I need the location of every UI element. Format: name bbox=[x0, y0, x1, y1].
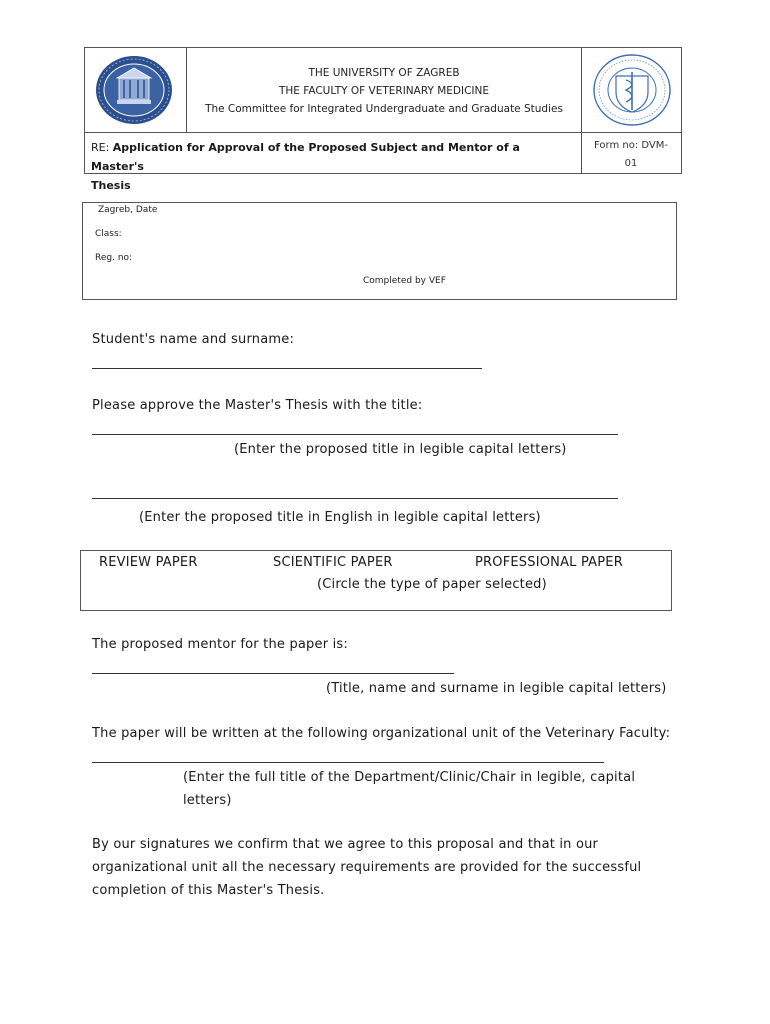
thesis-title-hint: (Enter the proposed title in legible capital letters) bbox=[234, 442, 567, 457]
confirmation-line2: organizational unit all the necessary requirements are provided for the successful bbox=[92, 860, 642, 875]
re-title-line1: Application for Approval of the Proposed Subject and Mentor of a Master's bbox=[91, 141, 520, 173]
completed-by-label: Completed by VEF bbox=[363, 276, 446, 286]
confirmation-line3: completion of this Master's Thesis. bbox=[92, 883, 325, 898]
re-title-line2: Thesis bbox=[91, 179, 131, 192]
thesis-title-prompt: Please approve the Master's Thesis with the title: bbox=[92, 398, 423, 413]
paper-type-professional[interactable]: PROFESSIONAL PAPER bbox=[475, 555, 623, 570]
committee-name: The Committee for Integrated Undergraduate and Graduate Studies bbox=[205, 103, 563, 115]
paper-type-box bbox=[80, 550, 672, 611]
university-name: THE UNIVERSITY OF ZAGREB bbox=[308, 67, 460, 79]
reg-no-label: Reg. no: bbox=[95, 253, 133, 263]
thesis-title-english-hint: (Enter the proposed title in English in legible capital letters) bbox=[139, 510, 541, 525]
unit-hint-line2: letters) bbox=[183, 793, 232, 808]
thesis-title-line[interactable] bbox=[92, 434, 618, 435]
mentor-prompt: The proposed mentor for the paper is: bbox=[92, 637, 348, 652]
re-prefix: RE: bbox=[91, 141, 113, 154]
unit-prompt: The paper will be written at the following organizational unit of the Veterinary Faculty: bbox=[92, 726, 671, 741]
form-number-line2: 01 bbox=[624, 158, 638, 169]
confirmation-line1: By our signatures we confirm that we agree to this proposal and that in our bbox=[92, 837, 599, 852]
mentor-line[interactable] bbox=[92, 673, 454, 674]
student-name-line[interactable] bbox=[92, 368, 482, 369]
faculty-seal-logo bbox=[589, 52, 675, 128]
header-divider bbox=[85, 132, 681, 133]
faculty-name: THE FACULTY OF VETERINARY MEDICINE bbox=[278, 85, 490, 97]
office-use-box bbox=[82, 202, 677, 300]
unit-line[interactable] bbox=[92, 762, 604, 763]
header-table bbox=[84, 47, 682, 192]
paper-type-review[interactable]: REVIEW PAPER bbox=[99, 555, 198, 570]
unit-hint-line1: (Enter the full title of the Department/Clinic/Chair in legible, capital bbox=[183, 770, 636, 785]
paper-type-hint: (Circle the type of paper selected) bbox=[317, 577, 547, 592]
mentor-hint: (Title, name and surname in legible capital letters) bbox=[326, 681, 667, 696]
class-label: Class: bbox=[95, 229, 122, 239]
form-number bbox=[583, 137, 679, 173]
student-name-label: Student's name and surname: bbox=[92, 332, 295, 347]
university-seal-logo bbox=[93, 54, 175, 126]
zagreb-date-label: Zagreb, Date bbox=[98, 205, 158, 215]
thesis-title-english-line[interactable] bbox=[92, 498, 618, 499]
subject-line bbox=[91, 138, 571, 195]
header-title-block bbox=[187, 64, 581, 118]
paper-type-scientific[interactable]: SCIENTIFIC PAPER bbox=[273, 555, 393, 570]
form-number-line1: Form no: DVM- bbox=[594, 140, 668, 151]
header-divider bbox=[581, 48, 582, 174]
